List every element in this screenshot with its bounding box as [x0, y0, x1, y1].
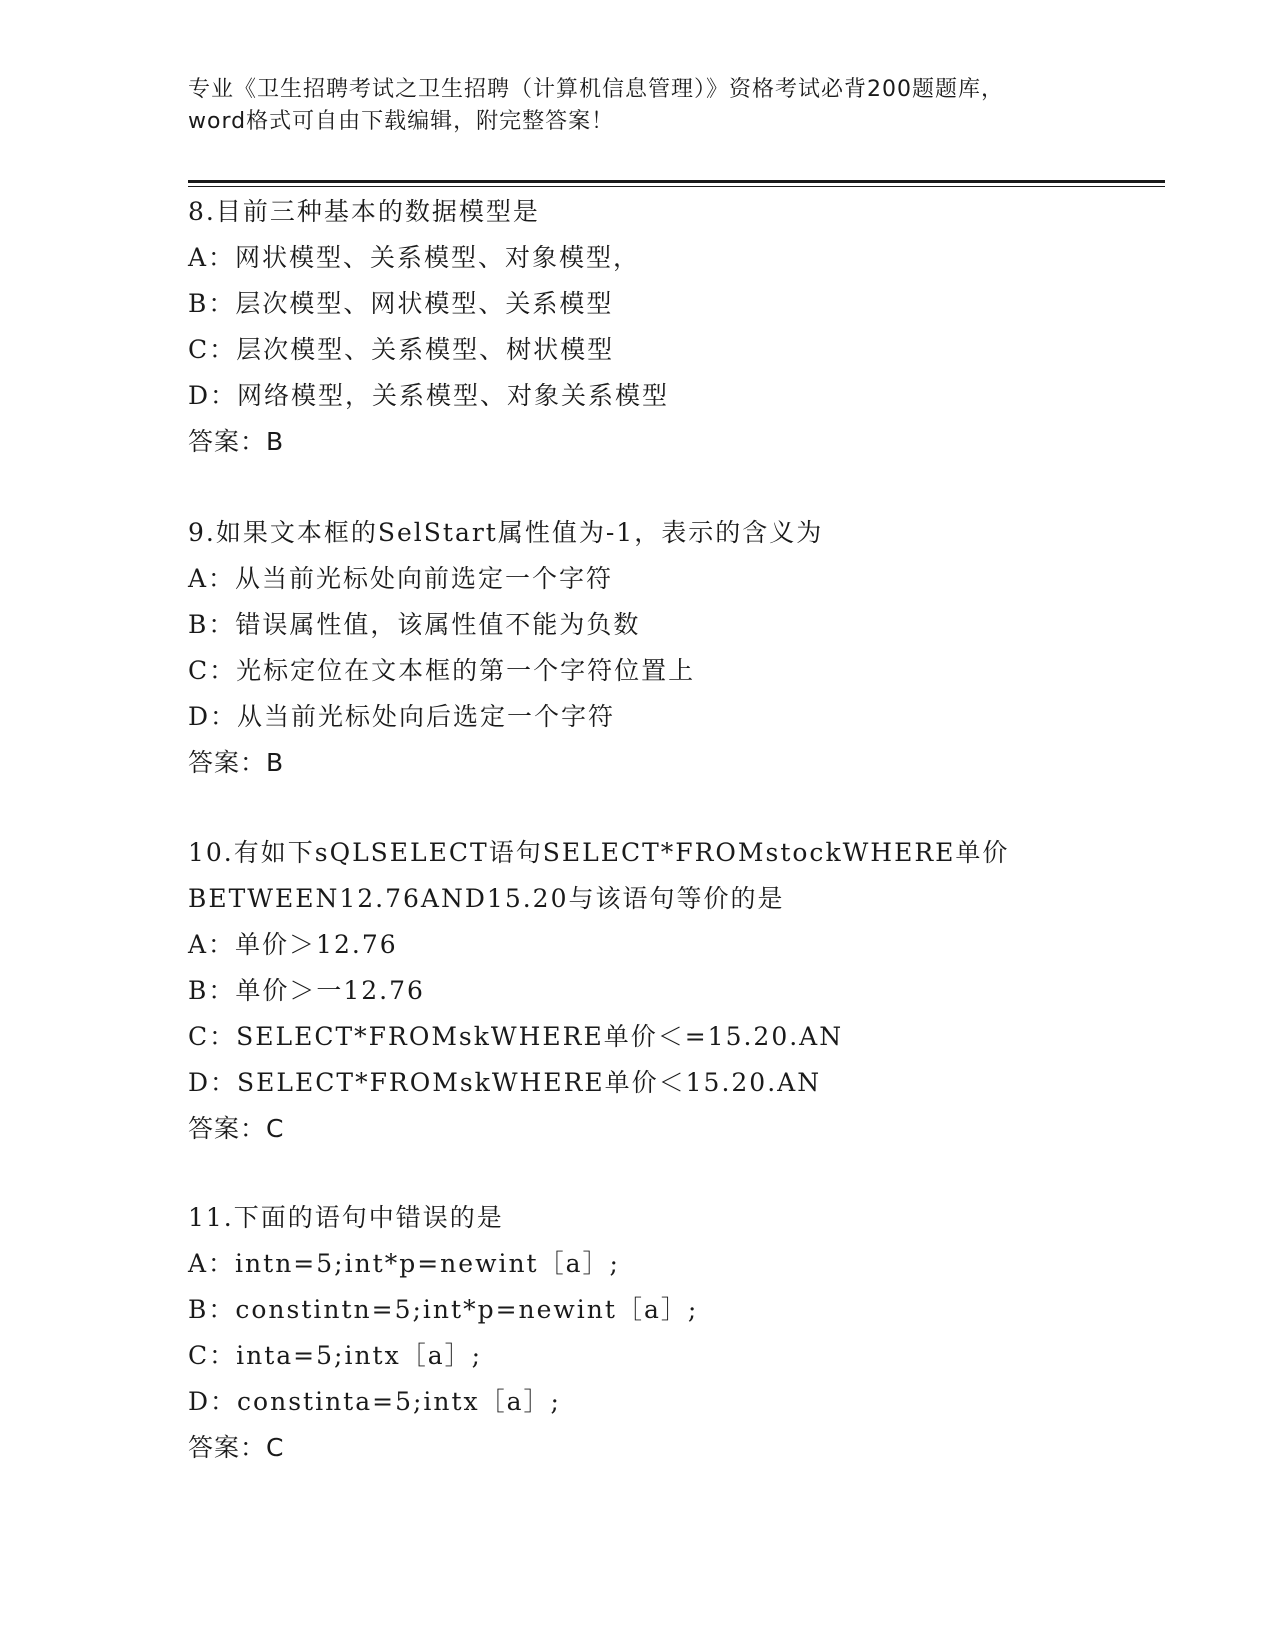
option-d: D：constinta=5;intx［a］;: [188, 1387, 561, 1416]
option-a: A：单价＞12.76: [188, 930, 398, 959]
question-11: [188, 1195, 1088, 1471]
question-stem: 10.有如下sQLSELECT语句SELECT*FROMstockWHERE单价: [188, 838, 1010, 867]
question-8: [188, 189, 1088, 465]
option-a: A：网状模型、关系模型、对象模型，: [188, 243, 641, 272]
option-d: D：SELECT*FROMskWHERE单价＜15.20.AN: [188, 1068, 822, 1097]
option-a: A：intn=5;int*p=newint［a］;: [188, 1249, 620, 1278]
option-c: C：SELECT*FROMskWHERE单价＜=15.20.AN: [188, 1022, 844, 1051]
question-stem: 8.目前三种基本的数据模型是: [188, 197, 540, 226]
header-line-1: 专业《卫生招聘考试之卫生招聘（计算机信息管理）》资格考试必背200题题库，: [188, 77, 1004, 102]
option-c: C：光标定位在文本框的第一个字符位置上: [188, 656, 696, 685]
question-9: [188, 510, 1088, 786]
question-stem: 11.下面的语句中错误的是: [188, 1203, 504, 1232]
answer: 答案：C: [188, 1433, 285, 1462]
answer: 答案：B: [188, 427, 285, 456]
option-c: C：inta=5;intx［a］;: [188, 1341, 483, 1370]
question-10: [188, 830, 1088, 1152]
answer: 答案：B: [188, 748, 285, 777]
option-a: A：从当前光标处向前选定一个字符: [188, 564, 614, 593]
option-b: B：单价＞一12.76: [188, 976, 425, 1005]
option-d: D：网络模型，关系模型、对象关系模型: [188, 381, 670, 410]
option-b: B：层次模型、网状模型、关系模型: [188, 289, 614, 318]
option-d: D：从当前光标处向后选定一个字符: [188, 702, 616, 731]
question-stem-continued: BETWEEN12.76AND15.20与该语句等价的是: [188, 884, 785, 913]
option-b: B：错误属性值，该属性值不能为负数: [188, 610, 641, 639]
document-header: [188, 74, 1088, 138]
question-stem: 9.如果文本框的SelStart属性值为-1，表示的含义为: [188, 518, 824, 547]
answer: 答案：C: [188, 1114, 285, 1143]
option-c: C：层次模型、关系模型、树状模型: [188, 335, 615, 364]
header-divider-thick: [188, 180, 1165, 183]
option-b: B：constintn=5;int*p=newint［a］;: [188, 1295, 699, 1324]
header-divider-thin: [188, 186, 1165, 187]
header-line-2: word格式可自由下载编辑，附完整答案！: [188, 109, 615, 134]
